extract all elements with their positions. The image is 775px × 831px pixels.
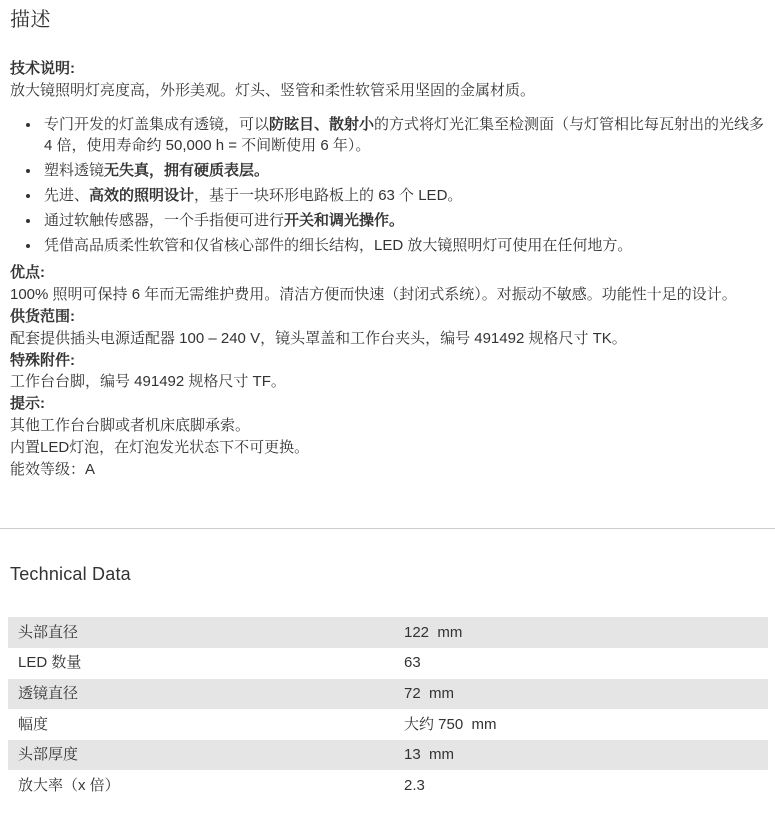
tech-note-body: 放大镜照明灯亮度高，外形美观。灯头、竖管和柔性软管采用坚固的金属材质。 xyxy=(10,81,536,99)
bullet-text-segment: 的方式将灯光汇集至检测面（与灯管相比每瓦射出的光线多 4 倍，使用寿命约 50,000 h = 不间断使用 6 年）。 xyxy=(44,115,765,155)
bullet-text-segment: 先进、 xyxy=(44,186,90,204)
spec-label: 幅度 xyxy=(18,715,49,733)
bullet-text-segment-bold: 防眩目、散射小 xyxy=(269,115,375,133)
bullet-text-segment: ，基于一块环形电路板上的 63 个 LED。 xyxy=(194,186,463,204)
bullet-text-segment: 塑料透镜 xyxy=(44,162,105,180)
page-title: 描述 xyxy=(10,9,51,31)
table-row xyxy=(8,770,768,801)
section-heading: 优点: xyxy=(10,264,45,282)
spec-label: 头部厚度 xyxy=(18,746,79,764)
energy-efficiency-class: 能效等级：A xyxy=(10,460,96,478)
bullet-text-segment-bold: 高效的照明设计 xyxy=(89,186,195,204)
product-description-page xyxy=(0,8,775,801)
list-item xyxy=(41,114,765,158)
table-row xyxy=(8,679,768,710)
list-item xyxy=(41,210,765,232)
bullet-text-segment: 通过软触传感器，一个手指便可进行 xyxy=(44,211,285,229)
description-section xyxy=(10,58,765,480)
section-heading: 供货范围: xyxy=(10,307,75,325)
bullet-text-segment-bold: 无失真，拥有硬质表层。 xyxy=(104,162,270,180)
table-row xyxy=(8,648,768,679)
spec-label: 放大率（x 倍） xyxy=(18,776,120,794)
table-row xyxy=(8,709,768,740)
section-text: 内置LED灯泡，在灯泡发光状态下不可更换。 xyxy=(10,438,310,456)
section-divider xyxy=(0,528,775,529)
table-row xyxy=(8,617,768,648)
bullet-text-segment: 凭借高品质柔性软管和仅省核心部件的细长结构，LED 放大镜照明灯可使用在任何地方。 xyxy=(44,236,633,254)
technical-data-heading: Technical Data xyxy=(10,564,131,585)
section-heading: 提示: xyxy=(10,395,45,413)
spec-value: 122 mm xyxy=(404,623,463,641)
spec-label: LED 数量 xyxy=(18,654,82,672)
technical-data-table xyxy=(8,617,768,801)
list-item xyxy=(41,235,765,257)
table-row xyxy=(8,740,768,771)
bullet-text-segment: 专门开发的灯盖集成有透镜，可以 xyxy=(44,115,270,133)
spec-value: 13 mm xyxy=(404,746,455,764)
advantages-section xyxy=(10,262,765,306)
section-text: 100% 照明可保持 6 年而无需维护费用。清洁方便而快速（封闭式系统）。对振动不敏感。功能性十足的设计。 xyxy=(10,286,737,304)
section-heading: 特殊附件: xyxy=(10,351,75,369)
scope-of-delivery-section xyxy=(10,306,765,350)
spec-value: 大约 750 mm xyxy=(404,715,497,733)
tech-note-heading: 技术说明: xyxy=(10,60,75,77)
spec-value: 72 mm xyxy=(404,684,455,702)
spec-label: 头部直径 xyxy=(18,623,79,641)
list-item xyxy=(41,160,765,182)
special-accessories-section xyxy=(10,350,765,394)
section-text: 其他工作台台脚或者机床底脚承索。 xyxy=(10,416,251,434)
section-text: 工作台台脚，编号 491492 规格尺寸 TF。 xyxy=(10,373,286,391)
section-text: 配套提供插头电源适配器 100 – 240 V，镜头罩盖和工作台夹头，编号 491492 规格尺寸 TK。 xyxy=(10,329,627,347)
spec-value: 2.3 xyxy=(404,776,425,794)
spec-label: 透镜直径 xyxy=(18,684,79,702)
feature-list xyxy=(10,114,765,257)
spec-value: 63 xyxy=(404,654,421,672)
notes-section xyxy=(10,393,765,480)
bullet-text-segment-bold: 开关和调光操作。 xyxy=(284,211,405,229)
list-item xyxy=(41,185,765,207)
